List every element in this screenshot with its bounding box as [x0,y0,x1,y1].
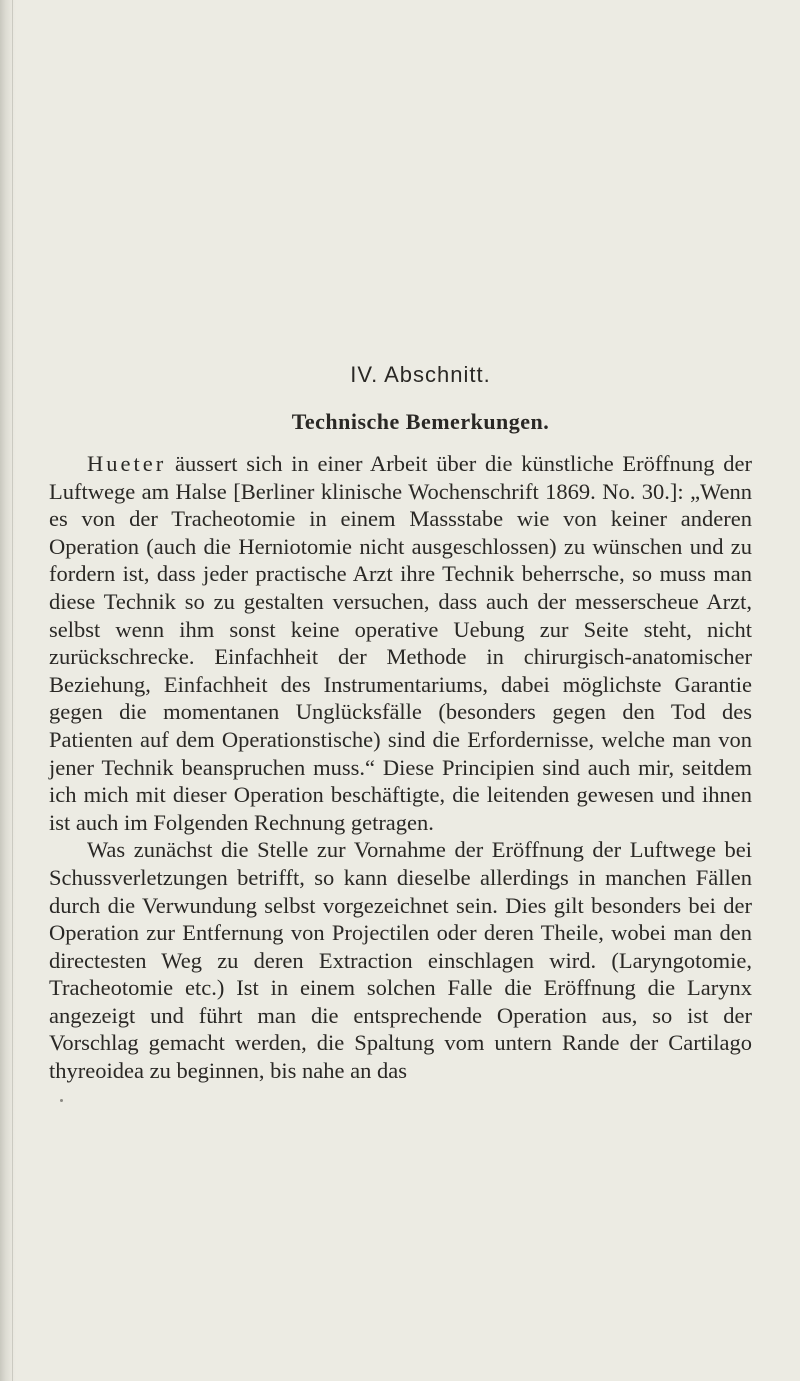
section-title: Technische Bemerkungen. [291,409,550,434]
section-heading: IV. Abschnitt. [350,362,491,387]
page-binding-line [12,0,13,1381]
page-left-edge-shadow [0,0,16,1381]
paragraph-1-text: äussert sich in einer Arbeit über die künstliche Eröffnung der Luftwege am Halse [Berliner klinische Wochenschrift 1869. No. 30.]: „Wenn es von der Tracheotomie in einem Massstabe wie von keiner anderen Operation (auch die Herniotomie nicht ausgeschlossen) zu wünschen und zu fordern ist, dass jeder practische Arzt ihre Technik beherrsche, so muss man diese Technik so zu gestalten versuchen, dass auch der messerscheue Arzt, selbst wenn ihm sonst keine operative Uebung zur Seite steht, nicht zurückschrecke. Einfachheit der Methode in chirurgisch-anatomischer Beziehung, Einfachheit des Instrumentariums, dabei möglichste Garantie gegen die momentanen Unglücksfälle (besonders gegen den Tod des Patienten auf dem Operationstische) sind die Erfordernisse, welche man von jener Technik beanspruchen muss.“ Diese Principien sind auch mir, seitdem ich mich mit dieser Operation beschäftigte, die leitenden gewesen und ihnen ist auch im Folgenden Rechnung getragen. [49,451,752,835]
paragraph-2: Was zunächst die Stelle zur Vornahme der Eröffnung der Luftwege bei Schussverletzungen betrifft, so kann dieselbe allerdings in manchen Fällen durch die Verwundung selbst vorgezeichnet sein. Dies gilt besonders bei der Operation zur Entfernung von Projectilen oder deren Theile, wobei man den directesten Weg zu deren Extraction einschlagen wird. (Laryngotomie, Tracheotomie etc.) Ist in einem solchen Falle die Eröffnung die Larynx angezeigt und führt man die entsprechende Operation aus, so ist der Vorschlag gemacht werden, die Spaltung vom untern Rande der Cartilago thyreoidea zu beginnen, bis nahe an das [49,837,752,1084]
document-page [49,360,752,1085]
print-speck [60,1099,63,1102]
paragraph-1 [49,450,752,836]
author-name: Hueter [87,451,167,476]
